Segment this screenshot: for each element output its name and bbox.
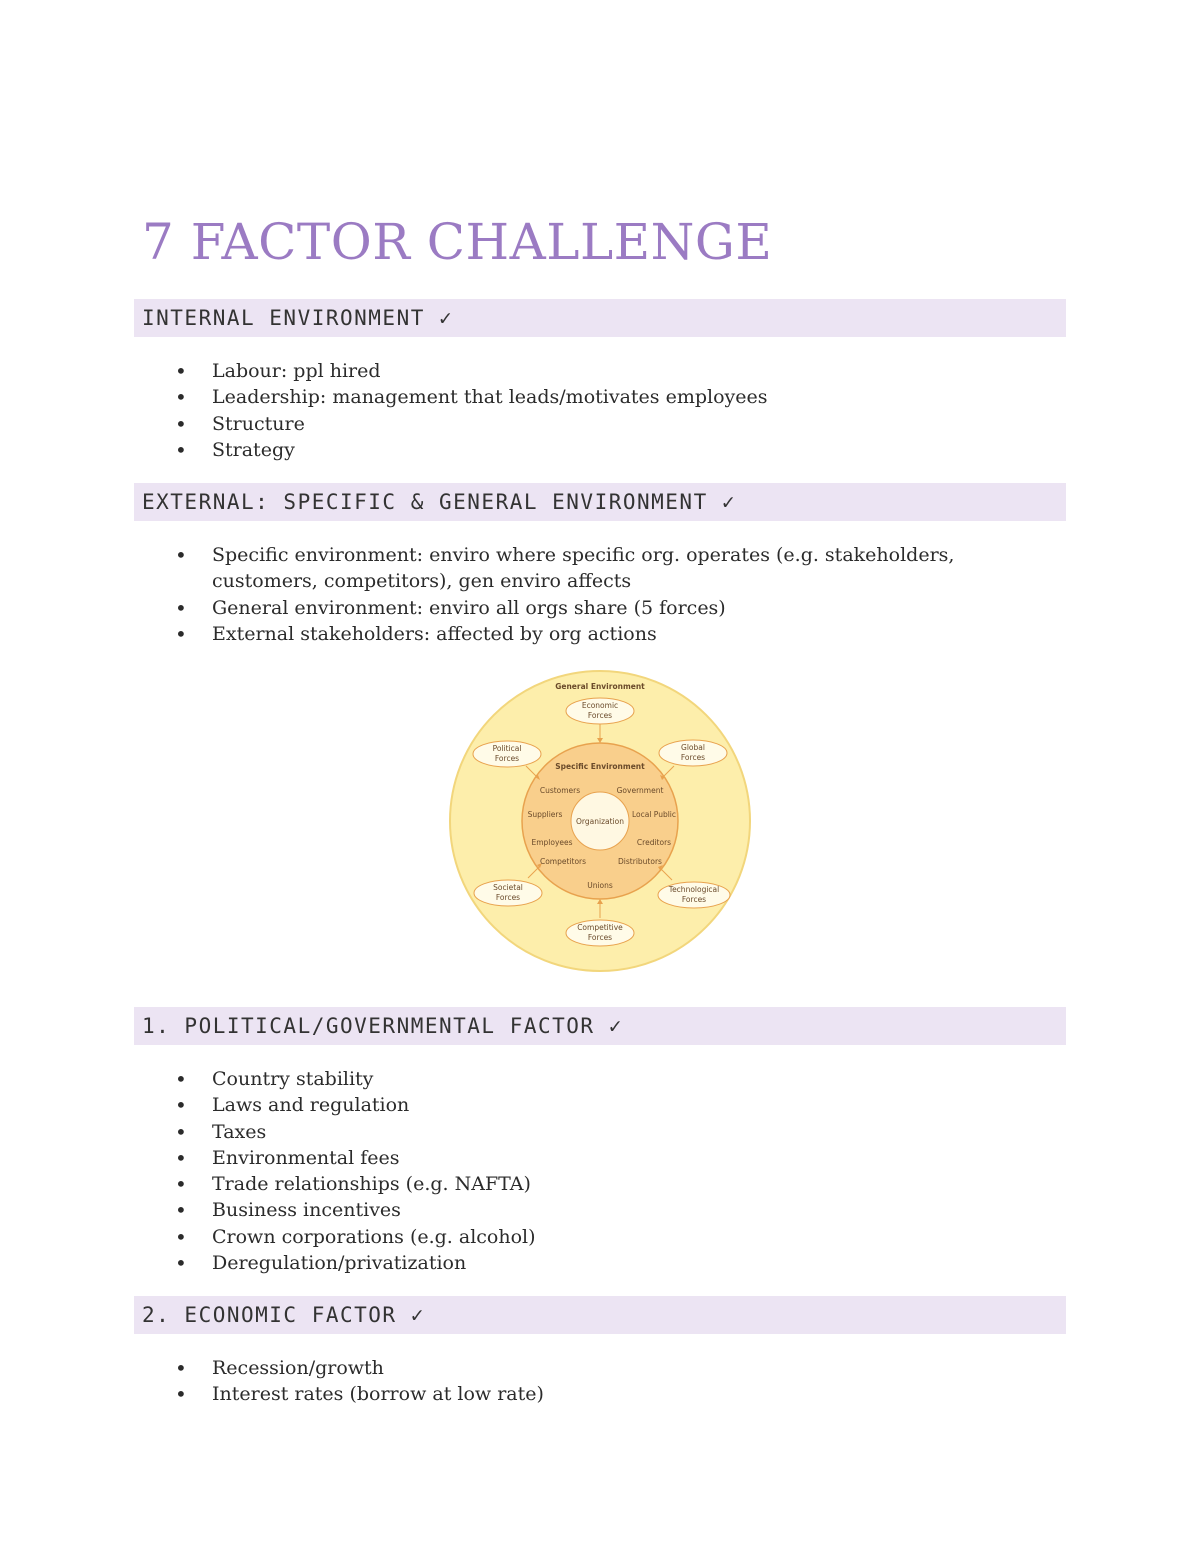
environment-diagram-svg [448,668,752,974]
list-item: • Taxes [0,1119,1012,1145]
global-forces-label-2: Forces [680,753,706,762]
list-item: • Trade relationships (e.g. NAFTA) [0,1171,1012,1197]
internal-list [0,358,1012,463]
technological-forces-label-2: Forces [681,895,707,904]
section-heading-external: EXTERNAL: SPECIFIC & GENERAL ENVIRONMENT ✓ [134,483,1066,521]
stakeholder-competitors: Competitors [539,857,587,866]
list-item: • Country stability [0,1066,1012,1092]
societal-forces-label-1: Societal [493,883,523,892]
global-forces-label-1: Global [681,743,705,752]
external-list [0,542,1012,647]
political-list [0,1066,1012,1276]
economic-list [0,1355,1012,1408]
societal-forces-label-2: Forces [495,893,521,902]
stakeholder-unions: Unions [587,881,613,890]
list-item: • Business incentives [0,1197,1012,1223]
list-item: • Environmental fees [0,1145,1012,1171]
stakeholder-distributors: Distributors [618,857,662,866]
list-item: • Interest rates (borrow at low rate) [0,1381,1012,1407]
general-environment-label: General Environment [555,682,645,691]
competitive-forces-label-1: Competitive [577,923,623,932]
environment-diagram [448,668,752,974]
section-heading-internal: INTERNAL ENVIRONMENT ✓ [134,299,1066,337]
list-item: • General environment: enviro all orgs share (5 forces) [0,595,1012,621]
list-item: • Structure [0,411,1012,437]
list-item: • Strategy [0,437,1012,463]
political-forces-label-1: Political [492,744,522,753]
stakeholder-customers: Customers [539,786,581,795]
list-item: • Laws and regulation [0,1092,1012,1118]
list-item: • External stakeholders: affected by org actions [0,621,1012,647]
page-title: 7 FACTOR CHALLENGE [142,213,773,271]
political-forces-label-2: Forces [494,754,520,763]
list-item: • Deregulation/privatization [0,1250,1012,1276]
stakeholder-creditors: Creditors [636,838,672,847]
competitive-forces-label-2: Forces [587,933,613,942]
stakeholder-local-public: Local Public [631,810,677,819]
section-heading-economic: 2. ECONOMIC FACTOR ✓ [134,1296,1066,1334]
stakeholder-suppliers: Suppliers [527,810,563,819]
list-item-continuation: customers, competitors), gen enviro affects [212,570,632,593]
organization-label: Organization [576,817,624,826]
economic-forces-label-2: Forces [587,711,613,720]
stakeholder-employees: Employees [531,838,573,847]
section-heading-political: 1. POLITICAL/GOVERNMENTAL FACTOR ✓ [134,1007,1066,1045]
specific-environment-label: Specific Environment [555,762,645,771]
list-item: • Crown corporations (e.g. alcohol) [0,1224,1012,1250]
economic-forces-label-1: Economic [581,701,619,710]
list-item: • Specific environment: enviro where specific org. operates (e.g. stakeholders, [0,542,1012,568]
stakeholder-government: Government [616,786,664,795]
technological-forces-label-1: Technological [668,885,720,894]
list-item: • Recession/growth [0,1355,1012,1381]
list-item: • Labour: ppl hired [0,358,1012,384]
list-item: • Leadership: management that leads/motivates employees [0,384,1012,410]
